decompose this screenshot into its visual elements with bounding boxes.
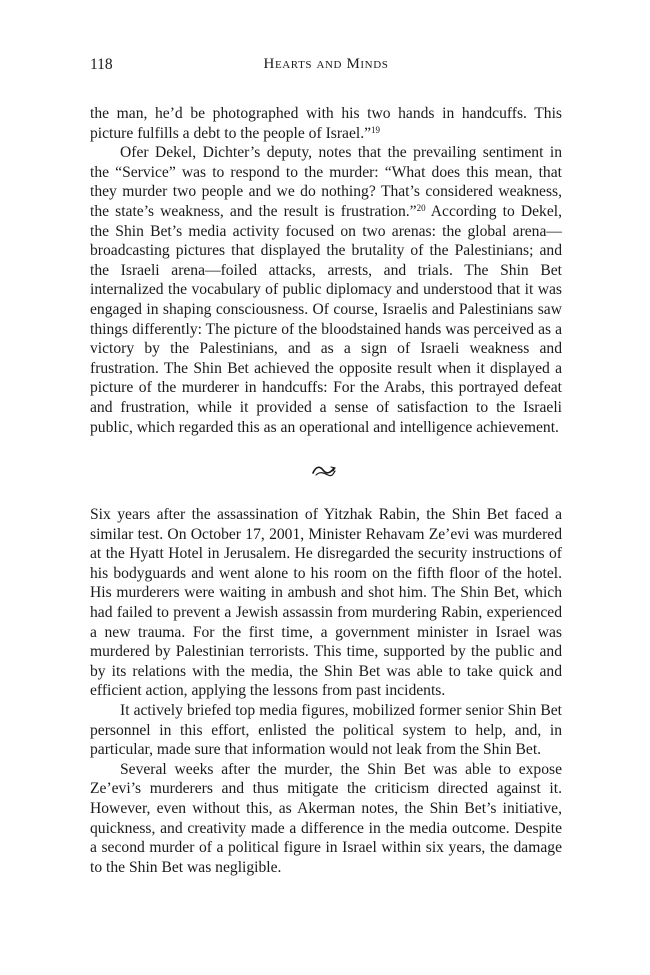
paragraph — [90, 104, 562, 143]
paragraph: Six years after the assassination of Yitzhak Rabin, the Shin Bet faced a similar test. On October 17, 2001, Minister Rehavam Ze’evi was murdered at the Hyatt Hotel in Jerusalem. He disregarded the security instructions of his bodyguards and went alone to his room on the fifth floor of the hotel. His murderers were waiting in ambush and shot him. The Shin Bet, which had failed to prevent a Jewish assassin from murdering Rabin, experienced a new trauma. For the first time, a government minister in Israel was murdered by Palestinian terrorists. This time, supported by the public and by its relations with the media, the Shin Bet was able to take quick and efficient action, applying the lessons from past incidents. — [90, 506, 562, 700]
page-number: 118 — [90, 56, 113, 73]
paragraph — [90, 143, 562, 437]
paragraph-text: Ofer Dekel, Dichter’s deputy, notes that the prevailing sentiment in the “Service” was to respond to the murder: “What does this mean, that they murder two people and we do nothing? That’s considered weakness, the state’s weakness, and the result is frustration.” — [90, 144, 562, 220]
text-section-1 — [90, 104, 562, 437]
paragraph: Several weeks after the murder, the Shin Bet was able to expose Ze’evi’s murderers and thus mitigate the criticism directed against it. However, even without this, as Akerman notes, the Shin Bet’s initiative, quickness, and creativity made a difference in the media outcome. Despite a second murder of a political figure in Israel within six years, the damage to the Shin Bet was negligible. — [90, 760, 562, 876]
paragraph-text: the man, he’d be photographed with his two hands in handcuffs. This picture fulfills a debt to the people of Israel.” — [90, 105, 562, 142]
paragraph-text: According to Dekel, the Shin Bet’s media activity focused on two arenas: the global arena—broadcasting pictures that displayed the brutality of the Palestinians; and the Israeli arena—foiled attacks, arrests, and trials. The Shin Bet internalized the vocabulary of public diplomacy and understood that it was engaged in shaping consciousness. Of course, Israelis and Palestinians saw things differently: The picture of the bloodstained hands was perceived as a victory by the Palestinians, and as a sign of Israeli weakness and frustration. The Shin Bet achieved the opposite result when it displayed a picture of the murderer in handcuffs: For the Arabs, this portrayed defeat and frustration, while it provided a sense of satisfaction to the Israeli public, which regarded this as an operational and intelligence achievement. — [90, 202, 562, 436]
page-header — [90, 56, 562, 80]
footnote-marker: 19 — [371, 124, 381, 135]
text-section-2 — [90, 505, 562, 877]
running-head: Hearts and Minds — [263, 56, 389, 72]
flourish-ornament-icon — [310, 462, 338, 478]
paragraph: It actively briefed top media figures, mobilized former senior Shin Bet personnel in this effort, enlisted the political system to help, and, in particular, made sure that information would not leak from the Shin Bet. — [90, 701, 562, 759]
footnote-marker: 20 — [416, 202, 426, 213]
